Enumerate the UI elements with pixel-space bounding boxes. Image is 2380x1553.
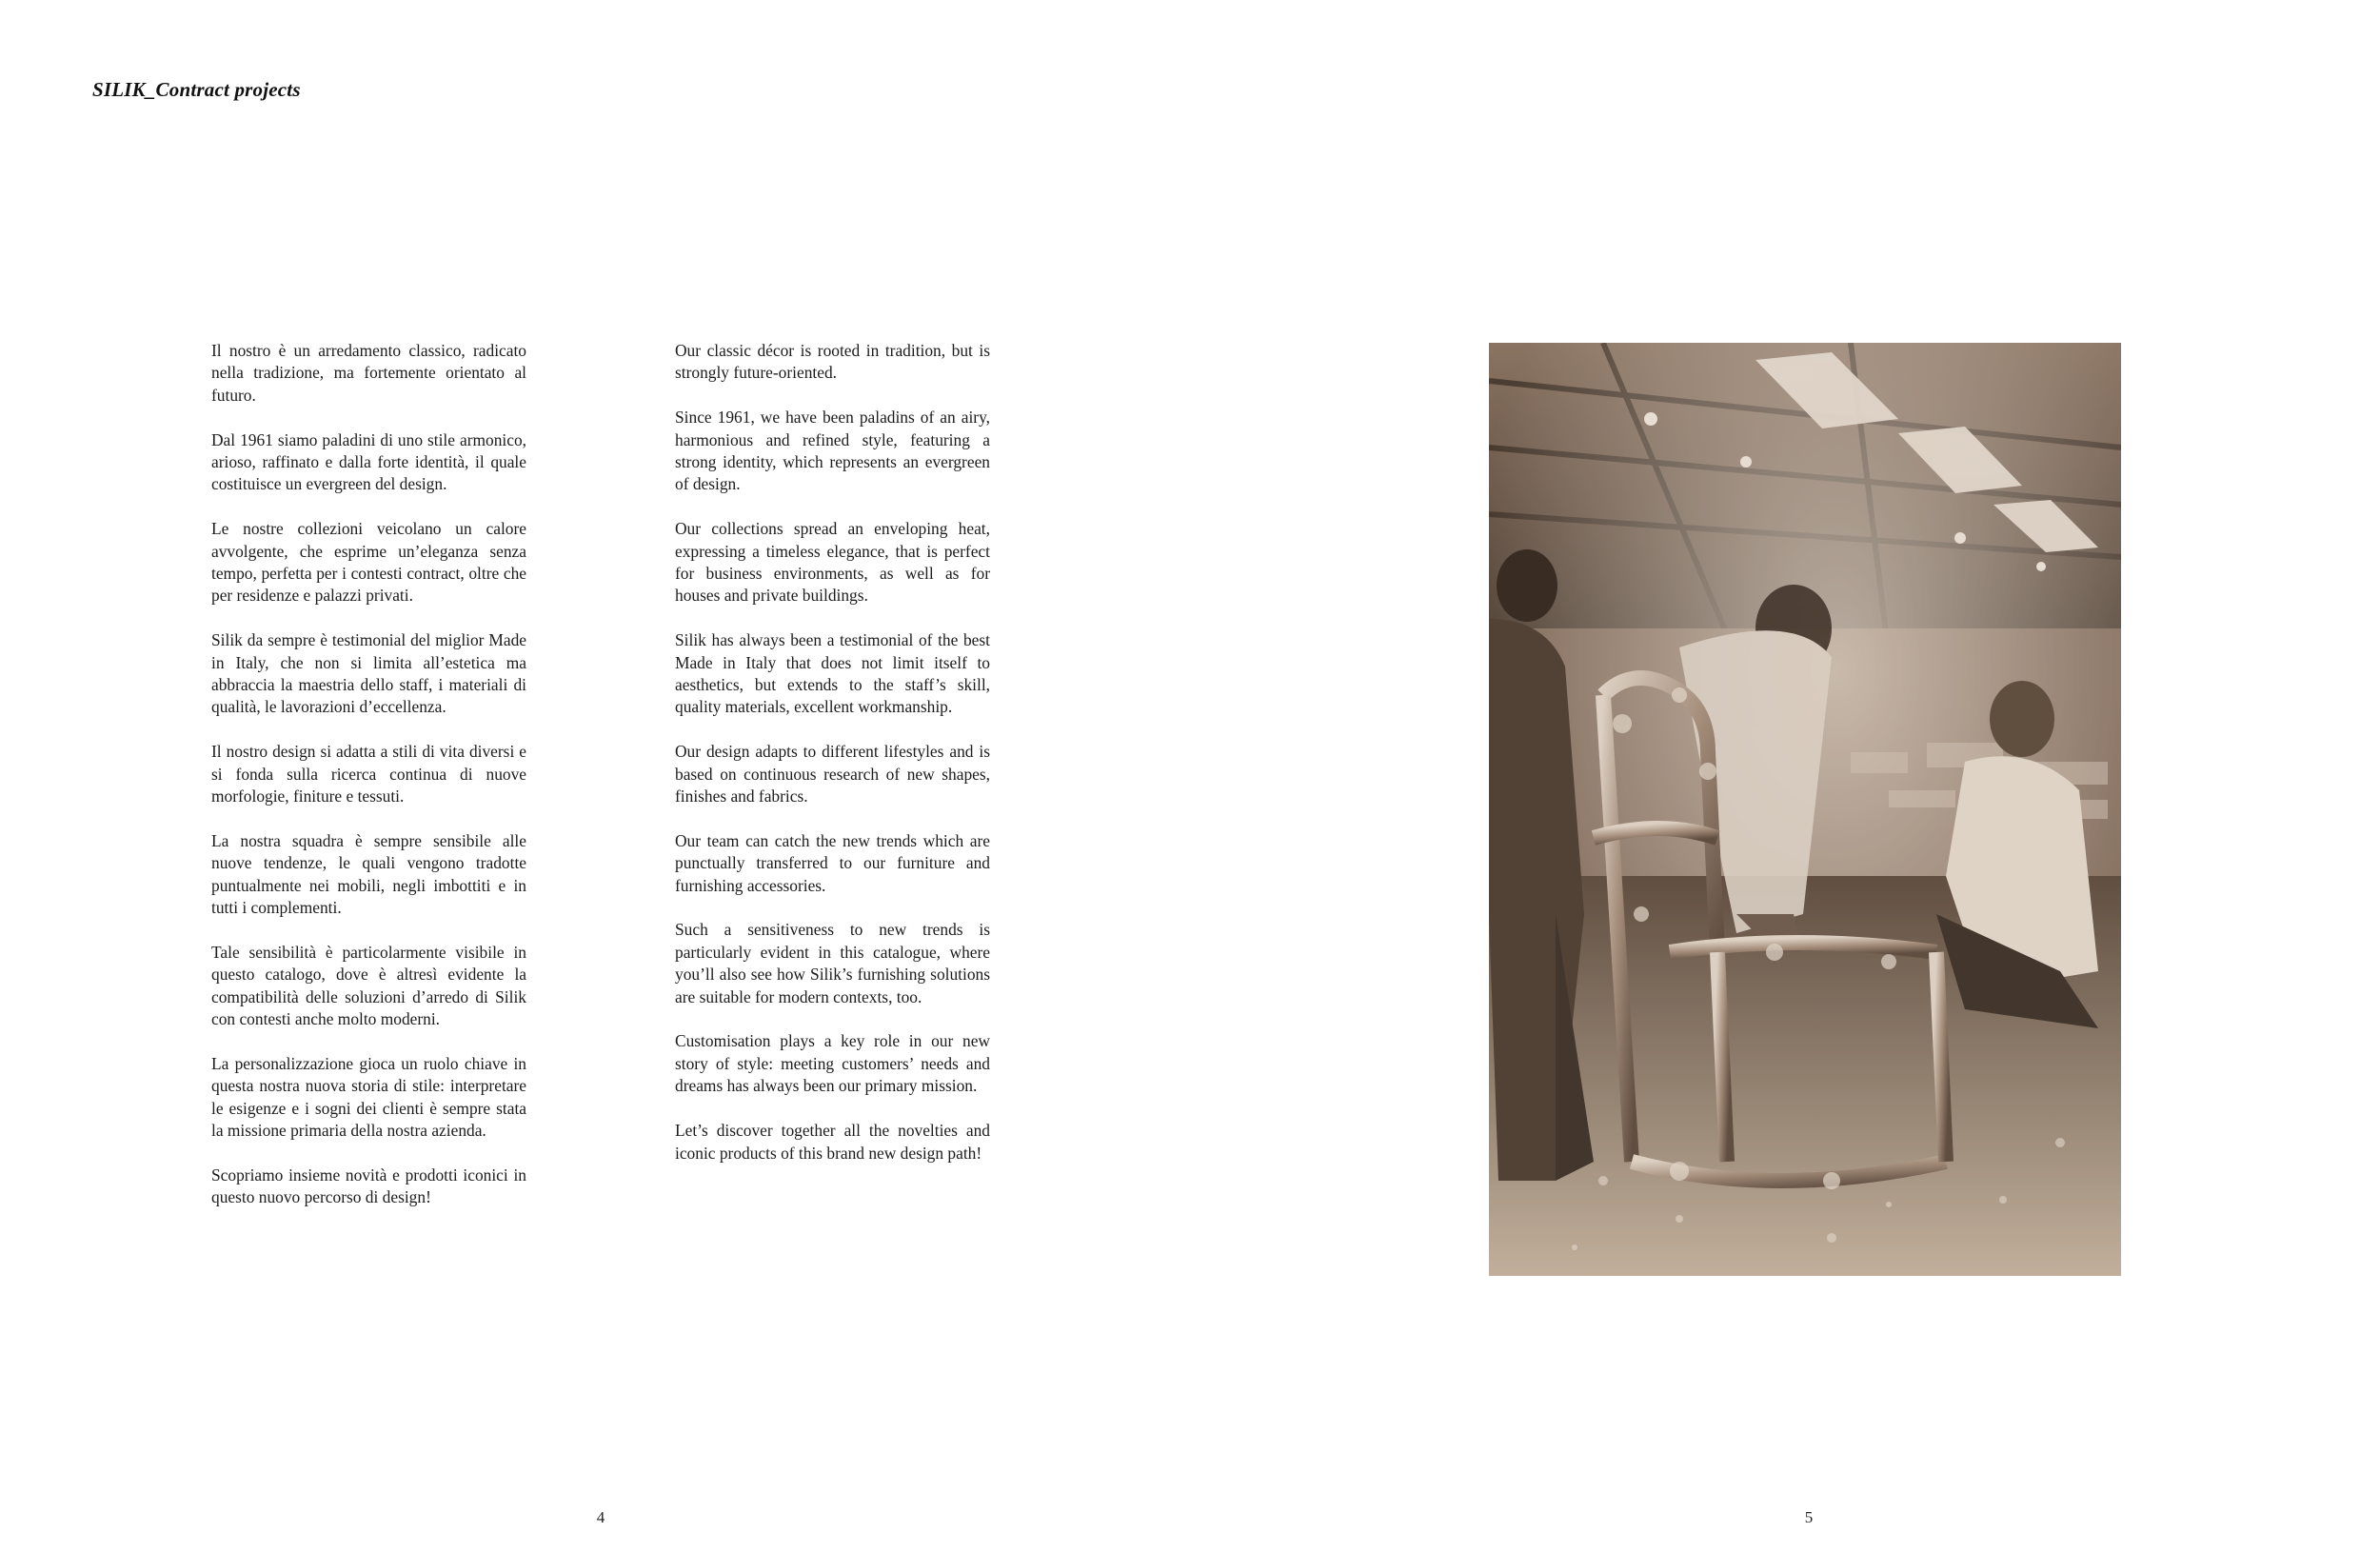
italian-text-column [211, 340, 526, 1231]
english-paragraph: Such a sensitiveness to new trends is particularly evident in this catalogue, where you’ll also see how Silik’s furnishing solutions are suitable for modern contexts, too. [675, 920, 990, 1006]
italian-paragraph: Scopriamo insieme novità e prodotti iconici in questo nuovo percorso di design! [211, 1165, 526, 1207]
running-head: SILIK_Contract projects [92, 78, 301, 101]
italian-paragraph: Le nostre collezioni veicolano un calore avvolgente, che esprime un’eleganza senza tempo, perfetta per i contesti contract, oltre che per residenze e palazzi privati. [211, 519, 526, 606]
italian-paragraph: Il nostro è un arredamento classico, radicato nella tradizione, ma fortemente orientato al futuro. [211, 341, 526, 405]
english-paragraph: Our team can catch the new trends which are punctually transferred to our furniture and furnishing accessories. [675, 830, 990, 895]
english-paragraph: Customisation plays a key role in our new story of style: meeting customers’ needs and dreams has always been our primary mission. [675, 1031, 990, 1096]
italian-paragraph: Dal 1961 siamo paladini di uno stile armonico, arioso, raffinato e dalla forte identità, il quale costituisce un evergreen del design. [211, 429, 526, 494]
photo-sepia-tint [1489, 343, 2121, 1276]
italian-paragraph: La nostra squadra è sempre sensibile alle nuove tendenze, le quali vengono tradotte puntualmente nei mobili, negli imbottiti e in tutti i complementi. [211, 830, 526, 918]
english-paragraph: Silik has always been a testimonial of the best Made in Italy that does not limit itself to aesthetics, but extends to the staff’s skill, quality materials, excellent workmanship. [675, 630, 990, 717]
english-paragraph: Let’s discover together all the novelties and iconic products of this brand new design path! [675, 1121, 990, 1163]
english-text-column [675, 340, 990, 1186]
italian-paragraph: La personalizzazione gioca un ruolo chiave in questa nostra nuova storia di stile: interpretare le esigenze e i sogni dei clienti è sempre stata la missione primaria della nostra azienda. [211, 1053, 526, 1141]
english-paragraph: Since 1961, we have been paladins of an airy, harmonious and refined style, featuring a strong identity, which represents an evergreen of design. [675, 408, 990, 494]
italian-paragraph: Il nostro design si adatta a stili di vita diversi e si fonda sulla ricerca continua di nuove morfologie, finiture e tessuti. [211, 742, 526, 806]
italian-paragraph: Tale sensibilità è particolarmente visibile in questo catalogo, dove è altresì evidente la compatibilità delle soluzioni d’arredo di Silik con contesti anche molto moderni. [211, 942, 526, 1029]
workshop-photo [1489, 343, 2121, 1276]
english-paragraph: Our design adapts to different lifestyles and is based on continuous research of new shapes, finishes and fabrics. [675, 742, 990, 806]
italian-paragraph: Silik da sempre è testimonial del miglior Made in Italy, che non si limita all’estetica ma abbraccia la maestria dello staff, i materiali di qualità, le lavorazioni d’eccellenza. [211, 630, 526, 717]
page-number-right: 5 [1804, 1508, 1814, 1526]
english-paragraph: Our classic décor is rooted in tradition, but is strongly future-oriented. [675, 341, 990, 383]
page-number-left: 4 [596, 1508, 605, 1526]
english-paragraph: Our collections spread an enveloping heat, expressing a timeless elegance, that is perfect for business environments, as well as for houses and private buildings. [675, 519, 990, 606]
